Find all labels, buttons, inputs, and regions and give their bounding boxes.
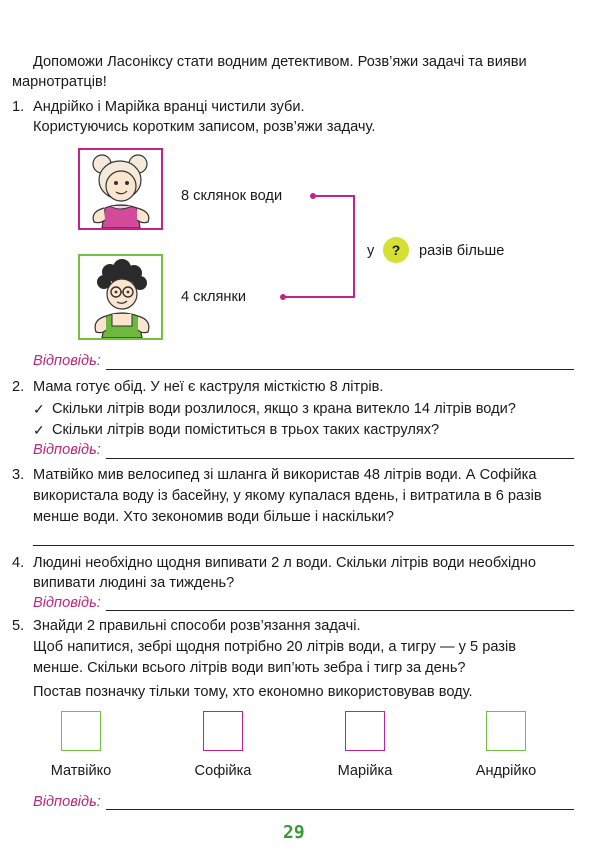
task-2-answer-label: Відповідь: [33,442,101,458]
task-1-answer-label: Відповідь: [33,353,101,369]
task-2-answer-line[interactable] [106,458,574,459]
final-answer-label: Відповідь: [33,794,101,810]
check-icon: ✓ [33,422,45,438]
task-2-number: 2. [12,379,25,395]
checkbox-mariyka[interactable] [345,711,385,751]
task-3-line-3: менше води. Хто зекономив води більше і наскільки? [33,509,395,525]
task-4-answer-line[interactable] [106,610,574,611]
task-5-line-3: менше. Скільки всього літрів води вип’ють зебра і тигр за день? [33,660,466,676]
task-2-question-1: Скільки літрів води розлилося, якщо з крана витекло 14 літрів води? [52,401,516,417]
task-2-line-1: Мама готує обід. У неї є каструля місткістю 8 літрів. [33,379,384,395]
task-4-answer-label: Відповідь: [33,595,101,611]
name-matviyko: Матвійко [50,763,112,779]
task-5-line-1: Знайди 2 правильні способи розв’язання задачі. [33,618,361,634]
task-2-question-2: Скільки літрів води поміститься в трьох таких каструлях? [52,422,440,438]
times-suffix: разів більше [419,243,505,259]
task-1-line-1: Андрійко і Марійка вранці чистили зуби. [33,99,305,115]
task-1-number: 1. [12,99,25,115]
task-4-line-2: випивати людині за тиждень? [33,575,235,591]
times-prefix: у [367,243,375,259]
final-answer-line[interactable] [106,809,574,810]
intro-line-1: Допоможи Ласоніксу стати водним детективом. Розв’яжи задачі та вияви [33,54,527,70]
checkbox-sofiyka[interactable] [203,711,243,751]
checkbox-matviyko[interactable] [61,711,101,751]
diagram-top-label: 8 склянок води [181,188,283,204]
marking-instruction: Постав позначку тільки тому, хто економно використовував воду. [33,684,473,700]
name-sofiyka: Софійка [194,763,252,779]
task-3-line-2: використала воду із басейну, у якому купалася вдень, і витратила в 6 разів [33,488,542,504]
intro-line-2: марнотратців! [12,74,107,90]
task-3-line-1: Матвійко мив велосипед зі шланга й використав 48 літрів води. А Софійка [33,467,537,483]
name-mariyka: Марійка [337,763,393,779]
diagram-bottom-label: 4 склянки [181,289,247,305]
task-1-line-2: Користуючись коротким записом, розв’яжи задачу. [33,119,376,135]
page-number: 29 [283,822,305,843]
task-5-number: 5. [12,618,25,634]
task-4-line-1: Людині необхідно щодня випивати 2 л води. Скільки літрів води необхідно [33,555,536,571]
name-andriyko: Андрійко [475,763,537,779]
task-3-number: 3. [12,467,25,483]
check-icon: ✓ [33,401,45,417]
task-4-number: 4. [12,555,25,571]
question-mark-badge: ? [383,237,409,263]
task-1-answer-line[interactable] [106,369,574,370]
task-3-answer-line[interactable] [33,545,574,546]
task-5-line-2: Щоб напитися, зебрі щодня потрібно 20 літрів води, а тигру — у 5 разів [33,639,516,655]
checkbox-andriyko[interactable] [486,711,526,751]
